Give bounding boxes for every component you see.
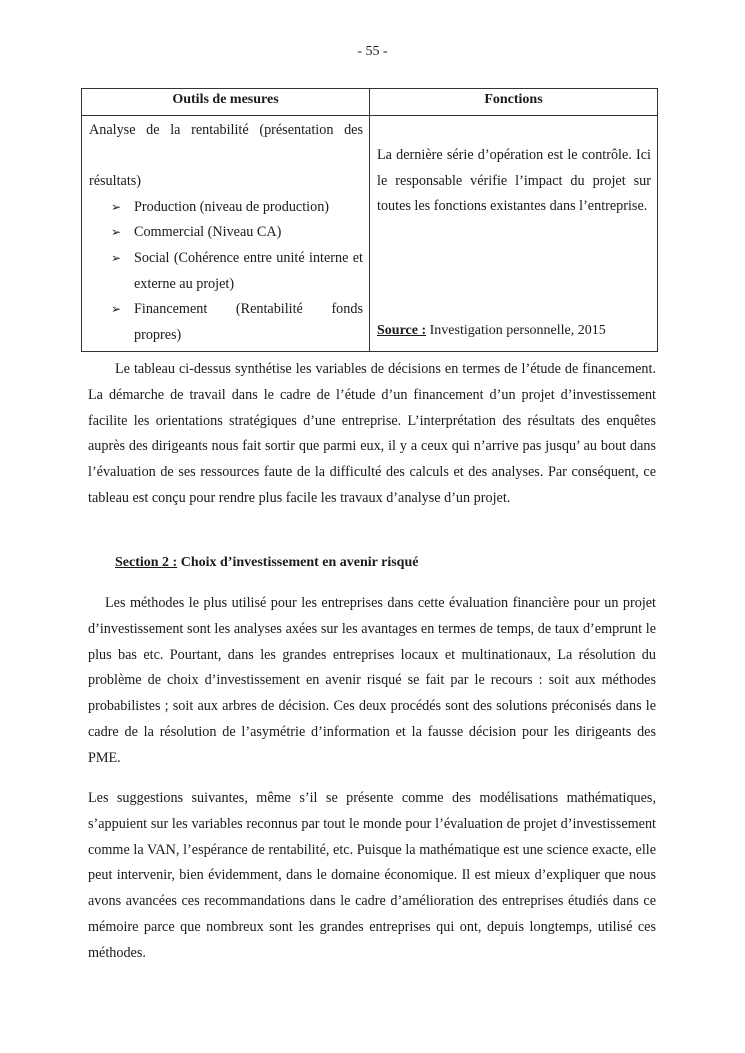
- source-text: Investigation personnelle, 2015: [426, 323, 606, 338]
- table-row: [82, 116, 658, 352]
- paragraph-3: Les suggestions suivantes, même s’il se présente comme des modélisations mathématiques, s’appuient sur les variables reconnus par tout le monde pour l’évaluation de projet d’investissement comme la VAN, l’espérance de rentabilité, etc. Puisque la mathématique est une science exacte, elle peut intervenir, bien évidemment, dans le domaine économique. Il est mieux d’expliquer que nous avons avancées ces recommandations dans le cadre d’amélioration des entreprises étudiés dans ce mémoire parce que nombreux sont les grandes entreprises qui ont, depuis longtemps, utilisé ces méthodes.: [88, 790, 656, 961]
- list-item: [89, 195, 363, 221]
- financement-end: propres): [134, 326, 182, 343]
- source-note: [377, 323, 606, 339]
- header-outils: Outils de mesures: [82, 89, 370, 116]
- section-label: Section 2 :: [115, 555, 178, 570]
- financement-line: Financement (Rentabilité fonds: [134, 301, 363, 318]
- page-number: - 55 -: [357, 44, 388, 59]
- list-item: [89, 220, 363, 246]
- list-item: [89, 246, 363, 297]
- tools-intro-line2: résultats): [89, 173, 142, 190]
- tools-intro-line1: Analyse de la rentabilité (présentation des: [89, 122, 363, 138]
- fonction-text: La dernière série d’opération est le contrôle. Ici le responsable vérifie l’impact du projet sur toutes les fonctions existantes dans l’entreprise.: [377, 147, 651, 215]
- tools-table: [81, 88, 658, 352]
- tools-cell: [82, 116, 370, 352]
- section-title: Choix d’investissement en avenir risqué: [177, 555, 419, 570]
- tools-item-text: Social (Cohérence entre unité interne et externe au projet): [134, 249, 363, 292]
- section-heading: [115, 555, 418, 571]
- header-fonctions: Fonctions: [370, 89, 658, 116]
- list-item: [89, 297, 363, 348]
- arrowhead-bullet-icon: ➢: [111, 225, 122, 240]
- tools-item-text: Commercial (Niveau CA): [134, 224, 282, 241]
- tools-item-text: Production (niveau de production): [134, 198, 330, 215]
- arrowhead-bullet-icon: ➢: [111, 302, 122, 317]
- source-label: Source :: [377, 323, 427, 338]
- paragraph-2: Les méthodes le plus utilisé pour les entreprises dans cette évaluation financière pour un projet d’investissement sont les analyses axées sur les avantages en termes de temps, de taux d’emprunt le plus bas etc. Pourtant, dans les grandes entreprises locaux et multinationaux, La résolution du problème de choix d’investissement en avenir risqué se fait par le recours : soit aux méthodes probabilistes ; soit aux arbres de décision. Ces deux procédés sont des solutions préconisés dans le cadre de la résolution de l’asymétrie d’information et la fausse décision pour les dirigeants des PME.: [88, 595, 656, 766]
- paragraph-1: Le tableau ci-dessus synthétise les variables de décisions en termes de l’étude de financement. La démarche de travail dans le cadre de l’étude d’un financement d’un projet d’investissement facilite les orientations stratégiques d’une entreprise. L’interprétation des résultats des enquêtes auprès des dirigeants nous fait sortir que parmi eux, il y a ceux qui n’arrive pas jusqu’ au bout dans l’évaluation de ses ressources faute de la difficulté des calculs et des analyses. Par conséquent, ce tableau est conçu pour rendre plus facile les travaux d’analyse d’un projet.: [88, 361, 656, 506]
- tools-list: [89, 195, 363, 349]
- arrowhead-bullet-icon: ➢: [111, 250, 122, 265]
- fonctions-cell: [370, 116, 658, 352]
- table-header-row: [82, 89, 658, 116]
- arrowhead-bullet-icon: ➢: [111, 199, 122, 214]
